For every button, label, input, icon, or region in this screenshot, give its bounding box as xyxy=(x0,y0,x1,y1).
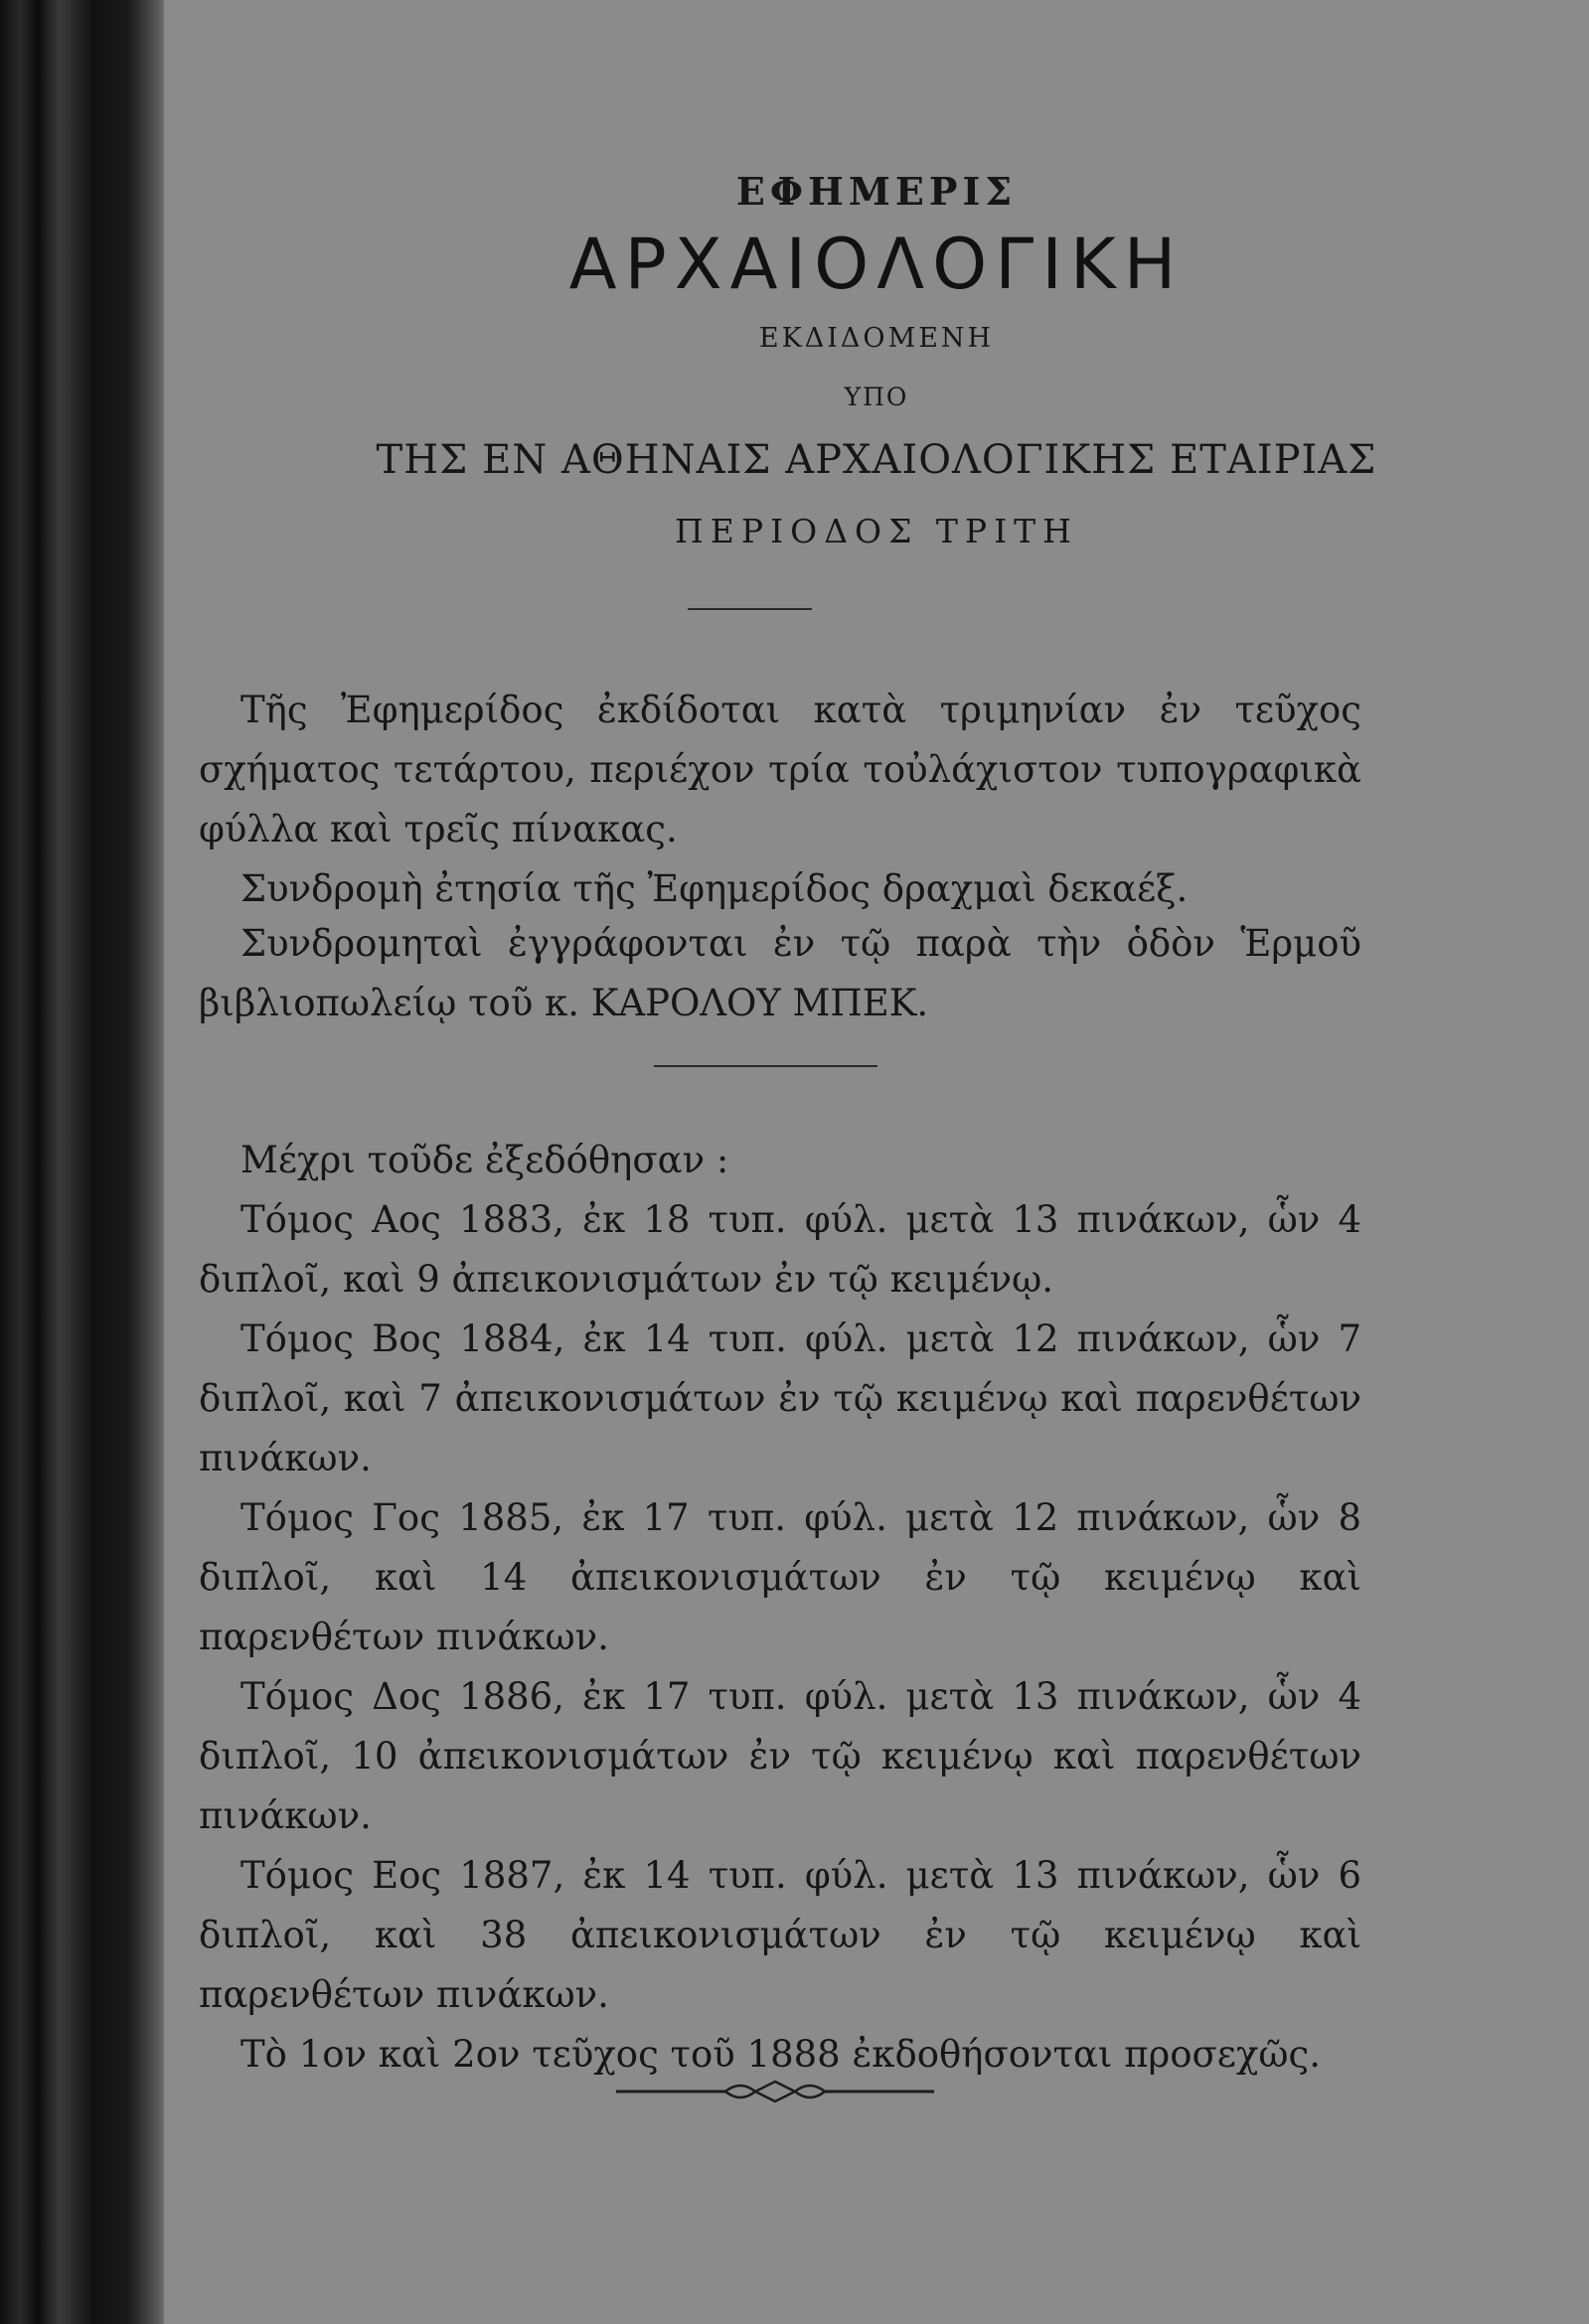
ornament-divider xyxy=(616,2072,934,2111)
volumes-intro: Μέχρι τοῦδε ἐξεδόθησαν : xyxy=(240,1139,729,1181)
subscription-paragraph: Συνδρομὴ ἐτησία τῆς Ἐφημερίδος δραχμαὶ δεκαέξ. xyxy=(240,867,1189,910)
volume-entry: Τόμος Βος 1884, ἐκ 14 τυπ. φύλ. μετὰ 12 πινάκων, ὧν 7 διπλοῖ, καὶ 7 ἀπεικονισμάτων ἐν τῷ κειμένῳ καὶ παρενθέτων πινάκων. xyxy=(199,1317,1361,1479)
by-label: ΥΠΟ xyxy=(844,383,909,411)
journal-label: ΕΦΗΜΕΡΙΣ xyxy=(735,169,1018,214)
volume-entry: Τόμος Δος 1886, ἐκ 17 τυπ. φύλ. μετὰ 13 πινάκων, ὧν 4 διπλοῖ, 10 ἀπεικονισμάτων ἐν τῷ κειμένῳ καὶ παρενθέτων πινάκων. xyxy=(199,1675,1361,1837)
society-name: ΤΗΣ ΕΝ ΑΘΗΝΑΙΣ ΑΡΧΑΙΟΛΟΓΙΚΗΣ ΕΤΑΙΡΙΑΣ xyxy=(376,437,1377,483)
subscription-info xyxy=(199,859,1361,919)
title-page xyxy=(164,0,1589,2324)
book-spine xyxy=(0,0,164,2324)
volume-entry: Τόμος Γος 1885, ἐκ 17 τυπ. φύλ. μετὰ 12 πινάκων, ὧν 8 διπλοῖ, καὶ 14 ἀπεικονισμάτων ἐν τῷ κειμένῳ καὶ παρενθέτων πινάκων. xyxy=(199,1496,1361,1658)
subscribers-info xyxy=(199,914,1361,1033)
frequency-paragraph: Τῆς Ἐφημερίδος ἐκδίδοται κατὰ τριμηνίαν ἐν τεῦχος σχήματος τετάρτου, περιέχον τρία τοὐλάχιστον τυπογραφικὰ φύλλα καὶ τρεῖς πίνακας. xyxy=(199,689,1361,851)
divider-rule xyxy=(654,1065,877,1067)
period-label: ΠΕΡΙΟΔΟΣ ΤΡΙΤΗ xyxy=(675,512,1078,550)
volumes-list xyxy=(199,1131,1361,2085)
subscribers-paragraph: Συνδρομηταὶ ἐγγράφονται ἐν τῷ παρὰ τὴν ὁδὸν Ἑρμοῦ βιβλιοπωλείῳ τοῦ κ. ΚΑΡΟΛΟΥ ΜΠΕΚ. xyxy=(199,922,1361,1024)
published-label: ΕΚΔΙΔΟΜΕΝΗ xyxy=(758,323,995,354)
page-title: ΑΡΧΑΙΟΛΟΓΙΚΗ xyxy=(568,224,1185,305)
volume-entry: Τόμος Εος 1887, ἐκ 14 τυπ. φύλ. μετὰ 13 πινάκων, ὧν 6 διπλοῖ, καὶ 38 ἀπεικονισμάτων ἐν τῷ κειμένῳ καὶ παρενθέτων πινάκων. xyxy=(199,1854,1361,2016)
divider-rule xyxy=(688,608,812,610)
publication-info xyxy=(199,681,1361,859)
volume-entry: Τόμος Αος 1883, ἐκ 18 τυπ. φύλ. μετὰ 13 πινάκων, ὧν 4 διπλοῖ, καὶ 9 ἀπεικονισμάτων ἐν τῷ κειμένῳ. xyxy=(199,1198,1361,1301)
closing-note: Τὸ 1ον καὶ 2ον τεῦχος τοῦ 1888 ἐκδοθήσονται προσεχῶς. xyxy=(240,2033,1322,2076)
